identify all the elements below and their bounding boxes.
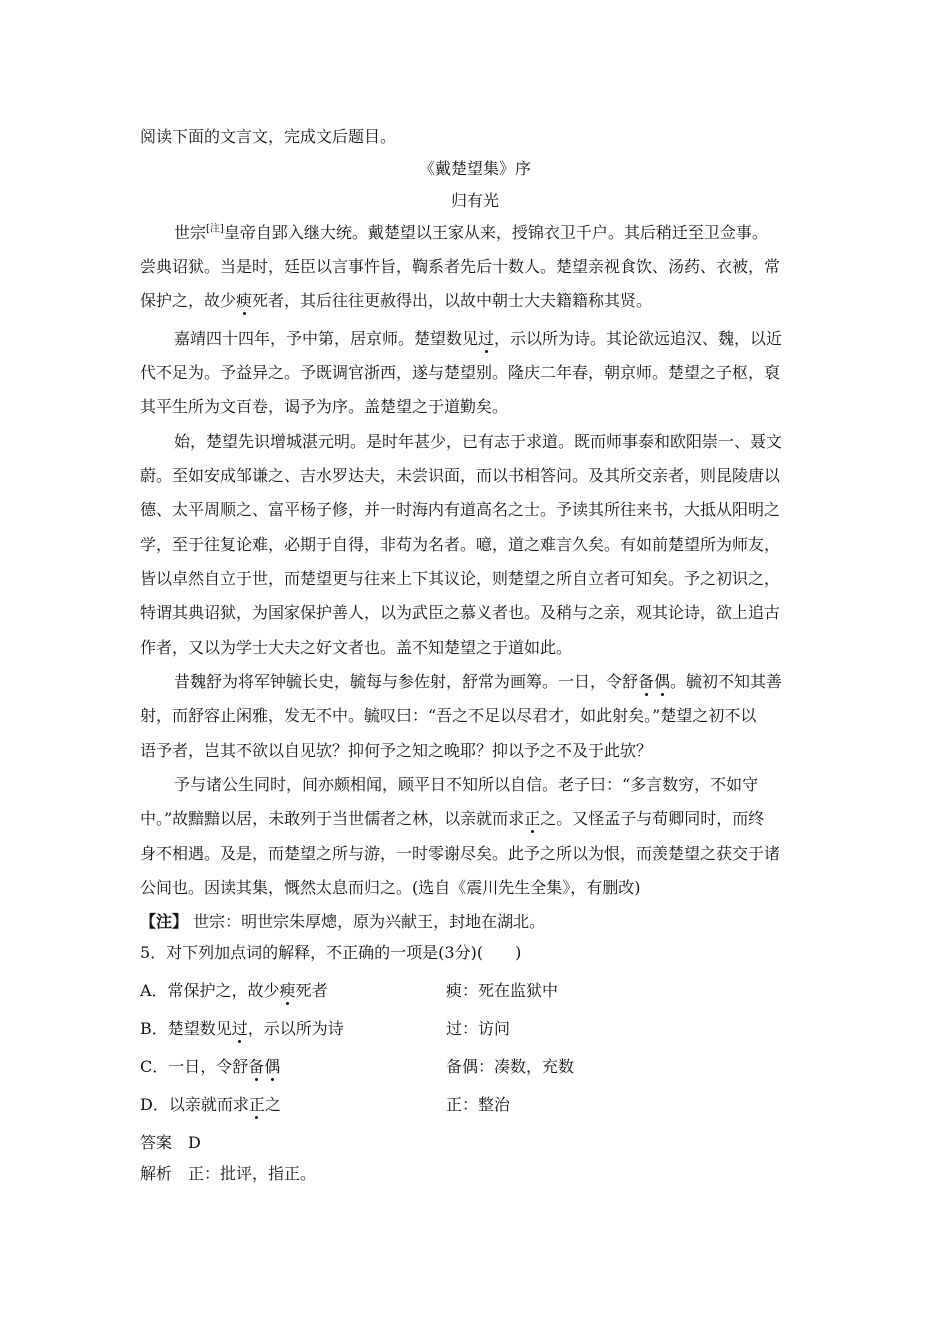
option-a-gloss: 瘐：死在监狱中 [446, 981, 559, 1000]
emphasized-word: 偶 [264, 1057, 281, 1076]
footnote-label: 【注】 [140, 912, 189, 931]
para3-line2: 蔚。至如安成邹谦之、吉水罗达夫，未尝识面，而以书相答问。及其所交亲者，则昆陵唐以 [140, 466, 781, 485]
emphasized-word: 过 [231, 1019, 248, 1038]
emphasized-word: 备 [638, 672, 655, 691]
para2-line1: 嘉靖四十四年，予中第，居京师。楚望数见过，示以所为诗。其论欲远追汉、魏，以近 [174, 329, 783, 348]
emphasized-word: 过 [478, 329, 495, 348]
option-c-text: C．一日，令舒备偶 [140, 1057, 281, 1076]
footnote: 【注】 世宗：明世宗朱厚熜，原为兴献王，封地在湖北。 [140, 912, 546, 931]
para4-line2: 射，而舒容止闲雅，发无不中。毓叹曰：“吾之不足以尽君才，如此射矣。”楚望之初不以 [140, 706, 757, 725]
answer-label: 答案 [140, 1133, 173, 1152]
para1-line1: 世宗[注]皇帝自郢入继大统。戴楚望以王家从来，授锦衣卫千户。其后稍迁至卫佥事。 [174, 223, 768, 242]
emphasized-word: 偶 [654, 672, 671, 691]
answer-line [140, 1132, 201, 1154]
para3-line3: 德、太平周顺之、富平杨子修，并一时海内有道高名之士。予读其所往来书，大抵从阳明之 [140, 500, 781, 519]
option-b-text: B．楚望数见过，示以所为诗 [140, 1019, 344, 1038]
emphasized-word: 备 [248, 1057, 265, 1076]
para5-line2: 中。”故黯黯以居，未敢列于当世儒者之林，以亲就而求正之。又怪孟子与荀卿同时，而终 [140, 809, 765, 828]
para5-line4: 公间也。因读其集，慨然太息而归之。(选自《震川先生全集》，有删改) [140, 878, 641, 897]
option-c-gloss: 备偶：凑数，充数 [446, 1057, 575, 1076]
para2-line3: 其平生所为文百卷，谒予为序。盖楚望之于道勤矣。 [140, 397, 509, 416]
intro-instruction: 阅读下面的文言文，完成文后题目。 [140, 127, 397, 146]
option-d-text: D．以亲就而求正之 [140, 1095, 281, 1114]
question-stem: 5．对下列加点词的解释，不正确的一项是(3分)( ) [140, 943, 522, 962]
para4-line1: 昔魏舒为将军钟毓长史，毓每与参佐射，舒常为画筹。一日，令舒备偶。毓初不知其善 [174, 672, 783, 691]
footnote-marker: [注] [206, 223, 224, 235]
emphasized-word: 正 [248, 1095, 265, 1114]
para3-line6: 特谓其典诏狱，为国家保护善人，以为武臣之慕义者也。及稍与之亲，观其论诗，欲上追古 [140, 603, 781, 622]
para2-line2: 代不足为。予益异之。予既调官浙西，遂与楚望别。隆庆二年春，朝京师。楚望之子枢，裒 [140, 363, 781, 382]
analysis-line [140, 1163, 316, 1185]
para3-line4: 学，至于往复论难，必期于自得，非苟为名者。噫，道之难言久矣。有如前楚望所为师友， [140, 535, 781, 554]
emphasized-word: 瘐 [236, 291, 253, 310]
option-a-text: A．常保护之，故少瘐死者 [140, 981, 328, 1000]
essay-author: 归有光 [450, 191, 499, 210]
option-d-gloss: 正：整治 [446, 1095, 511, 1114]
para3-line7: 作者，又以为学士大夫之好文者也。盖不知楚望之于道如此。 [140, 638, 573, 657]
para3-line1: 始，楚望先识增城湛元明。是时年甚少，已有志于求道。既而师事泰和欧阳崇一、聂文 [174, 432, 783, 451]
para4-line3: 语予者，岂其不欲以自见欤？抑何予之知之晚耶？抑以予之不及于此欤？ [140, 741, 653, 760]
emphasized-word: 瘐 [279, 981, 296, 1000]
option-b-gloss: 过：访问 [446, 1019, 511, 1038]
answer-value: D [188, 1133, 201, 1152]
para1-line3: 保护之，故少瘐死者，其后往往更赦得出，以故中朝士大夫籍籍称其贤。 [140, 291, 653, 310]
emphasized-word: 正 [524, 809, 541, 828]
essay-title: 《戴楚望集》序 [418, 159, 531, 178]
para5-line1: 予与诸公生同时，间亦颇相闻，顾平日不知所以自信。老子曰：“多言数穷，不如守 [174, 775, 759, 794]
para1-line2: 尝典诏狱。当是时，廷臣以言事忤旨，鞫系者先后十数人。楚望亲视食饮、汤药、衣被，常 [140, 257, 781, 276]
para5-line3: 身不相遇。及是，而楚望之所与游，一时零谢尽矣。此予之所以为恨，而羡楚望之获交于诸 [140, 844, 781, 863]
analysis-label: 解析 [140, 1164, 173, 1183]
analysis-value: 正：批评，指正。 [188, 1164, 317, 1183]
para3-line5: 皆以卓然自立于世，而楚望更与往来上下其议论，则楚望之所自立者可知矣。予之初识之， [140, 569, 781, 588]
